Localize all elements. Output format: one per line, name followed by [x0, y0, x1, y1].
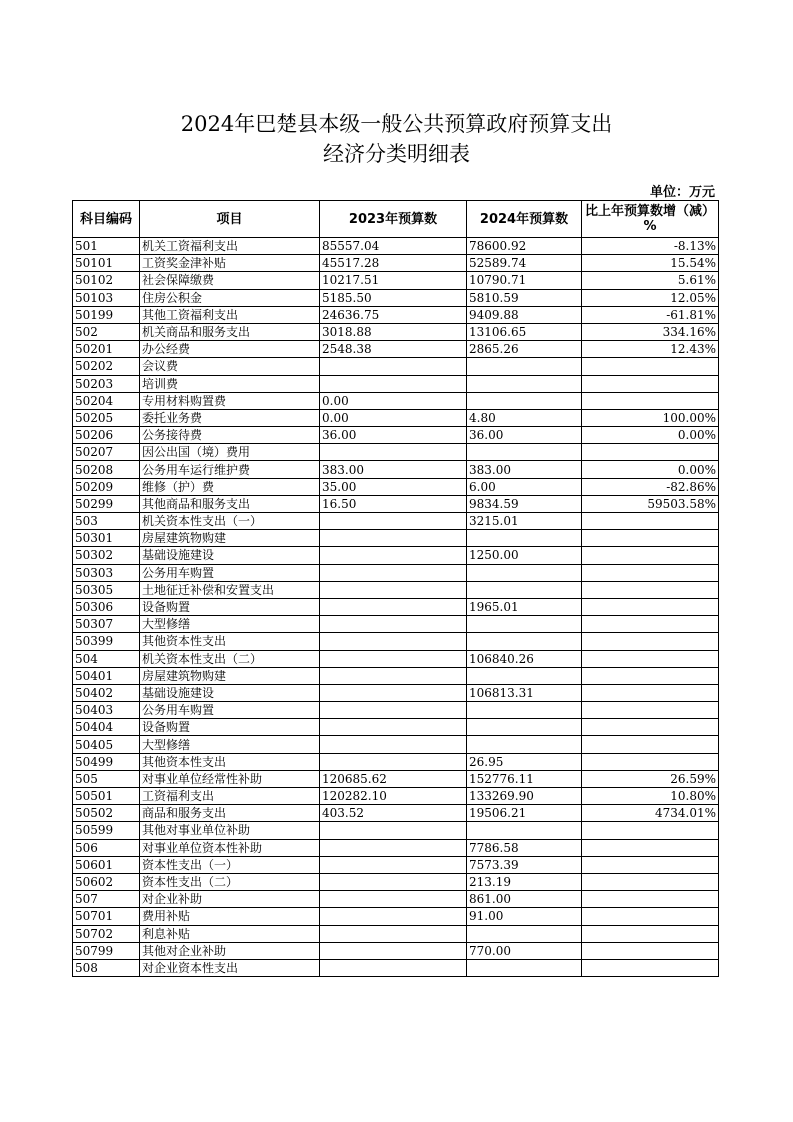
cell-code: 50203 — [73, 375, 140, 392]
cell-item: 公务接待费 — [140, 427, 320, 444]
cell-2024: 152776.11 — [467, 770, 582, 787]
cell-code: 50599 — [73, 822, 140, 839]
cell-item: 办公经费 — [140, 341, 320, 358]
cell-code: 50403 — [73, 702, 140, 719]
table-row — [73, 925, 719, 942]
cell-change — [582, 530, 719, 547]
cell-2023: 45517.28 — [320, 255, 467, 272]
cell-2023 — [320, 530, 467, 547]
cell-2024: 106840.26 — [467, 650, 582, 667]
cell-change: -61.81% — [582, 306, 719, 323]
cell-2024 — [467, 959, 582, 976]
cell-2023 — [320, 925, 467, 942]
table-row — [73, 633, 719, 650]
cell-2024: 26.95 — [467, 753, 582, 770]
cell-2024 — [467, 564, 582, 581]
cell-2023: 0.00 — [320, 392, 467, 409]
cell-change: 334.16% — [582, 323, 719, 340]
table-row — [73, 788, 719, 805]
table-row — [73, 770, 719, 787]
table-row — [73, 478, 719, 495]
cell-change — [582, 667, 719, 684]
table-row — [73, 564, 719, 581]
cell-item: 其他工资福利支出 — [140, 306, 320, 323]
table-row — [73, 719, 719, 736]
table-row — [73, 409, 719, 426]
cell-2024 — [467, 719, 582, 736]
cell-2024: 861.00 — [467, 891, 582, 908]
cell-2024 — [467, 581, 582, 598]
cell-code: 50305 — [73, 581, 140, 598]
cell-change — [582, 375, 719, 392]
cell-code: 50301 — [73, 530, 140, 547]
cell-change: 4734.01% — [582, 805, 719, 822]
cell-2024: 1250.00 — [467, 547, 582, 564]
cell-item: 房屋建筑物购建 — [140, 667, 320, 684]
cell-2024 — [467, 667, 582, 684]
table-row — [73, 444, 719, 461]
cell-code: 50405 — [73, 736, 140, 753]
cell-2023: 403.52 — [320, 805, 467, 822]
cell-item: 资本性支出（一） — [140, 856, 320, 873]
cell-change: 0.00% — [582, 461, 719, 478]
table-row — [73, 427, 719, 444]
cell-2024: 383.00 — [467, 461, 582, 478]
cell-code: 50402 — [73, 684, 140, 701]
cell-code: 50702 — [73, 925, 140, 942]
cell-code: 50202 — [73, 358, 140, 375]
cell-2024: 7573.39 — [467, 856, 582, 873]
table-row — [73, 530, 719, 547]
cell-code: 50199 — [73, 306, 140, 323]
cell-change — [582, 392, 719, 409]
cell-2023 — [320, 616, 467, 633]
cell-2023 — [320, 358, 467, 375]
cell-2024 — [467, 358, 582, 375]
table-row — [73, 341, 719, 358]
cell-change — [582, 736, 719, 753]
cell-code: 50206 — [73, 427, 140, 444]
cell-change: 0.00% — [582, 427, 719, 444]
cell-code: 50499 — [73, 753, 140, 770]
cell-item: 社会保障缴费 — [140, 272, 320, 289]
table-row — [73, 495, 719, 512]
cell-change — [582, 702, 719, 719]
cell-2024 — [467, 633, 582, 650]
cell-change — [582, 719, 719, 736]
cell-2023 — [320, 908, 467, 925]
cell-change — [582, 633, 719, 650]
cell-code: 50799 — [73, 942, 140, 959]
cell-code: 50502 — [73, 805, 140, 822]
cell-2024: 78600.92 — [467, 238, 582, 255]
cell-code: 50501 — [73, 788, 140, 805]
cell-item: 大型修缮 — [140, 736, 320, 753]
cell-change: 15.54% — [582, 255, 719, 272]
cell-2024: 7786.58 — [467, 839, 582, 856]
cell-change — [582, 822, 719, 839]
cell-2024: 9834.59 — [467, 495, 582, 512]
cell-2024: 133269.90 — [467, 788, 582, 805]
cell-2023 — [320, 702, 467, 719]
cell-2023: 35.00 — [320, 478, 467, 495]
cell-code: 50207 — [73, 444, 140, 461]
table-row — [73, 238, 719, 255]
table-row — [73, 255, 719, 272]
cell-2023 — [320, 375, 467, 392]
cell-change — [582, 513, 719, 530]
cell-change: 26.59% — [582, 770, 719, 787]
cell-item: 对企业补助 — [140, 891, 320, 908]
cell-item: 资本性支出（二） — [140, 873, 320, 890]
cell-change: 12.43% — [582, 341, 719, 358]
cell-change — [582, 856, 719, 873]
cell-code: 50102 — [73, 272, 140, 289]
table-row — [73, 822, 719, 839]
cell-2023 — [320, 942, 467, 959]
cell-2023 — [320, 873, 467, 890]
cell-code: 50401 — [73, 667, 140, 684]
cell-2024 — [467, 530, 582, 547]
cell-item: 土地征迁补偿和安置支出 — [140, 581, 320, 598]
table-row — [73, 839, 719, 856]
cell-code: 50208 — [73, 461, 140, 478]
cell-item: 机关工资福利支出 — [140, 238, 320, 255]
cell-change: 5.61% — [582, 272, 719, 289]
cell-2024 — [467, 925, 582, 942]
cell-2024 — [467, 375, 582, 392]
cell-2023: 10217.51 — [320, 272, 467, 289]
cell-code: 50307 — [73, 616, 140, 633]
cell-item: 因公出国（境）费用 — [140, 444, 320, 461]
cell-2023: 36.00 — [320, 427, 467, 444]
cell-code: 504 — [73, 650, 140, 667]
cell-code: 50209 — [73, 478, 140, 495]
cell-code: 507 — [73, 891, 140, 908]
cell-change — [582, 891, 719, 908]
cell-2023 — [320, 633, 467, 650]
table-row — [73, 547, 719, 564]
cell-2023 — [320, 891, 467, 908]
cell-change — [582, 358, 719, 375]
budget-table — [72, 200, 719, 977]
cell-2024: 213.19 — [467, 873, 582, 890]
cell-2023: 120282.10 — [320, 788, 467, 805]
cell-code: 50302 — [73, 547, 140, 564]
cell-2023 — [320, 564, 467, 581]
cell-change — [582, 650, 719, 667]
cell-item: 商品和服务支出 — [140, 805, 320, 822]
cell-change — [582, 873, 719, 890]
cell-item: 公务用车购置 — [140, 564, 320, 581]
table-body — [73, 238, 719, 977]
table-row — [73, 375, 719, 392]
cell-change — [582, 616, 719, 633]
table-row — [73, 598, 719, 615]
table-row — [73, 358, 719, 375]
table-row — [73, 650, 719, 667]
cell-change: 59503.58% — [582, 495, 719, 512]
table-row — [73, 667, 719, 684]
cell-2023 — [320, 822, 467, 839]
cell-item: 其他资本性支出 — [140, 633, 320, 650]
header-2023: 2023年预算数 — [320, 201, 467, 238]
cell-2023 — [320, 684, 467, 701]
cell-change — [582, 581, 719, 598]
table-row — [73, 959, 719, 976]
cell-item: 机关资本性支出（二） — [140, 650, 320, 667]
cell-change — [582, 444, 719, 461]
cell-2023 — [320, 650, 467, 667]
cell-change — [582, 942, 719, 959]
table-row — [73, 513, 719, 530]
table-row — [73, 873, 719, 890]
cell-change — [582, 959, 719, 976]
table-row — [73, 736, 719, 753]
cell-2023 — [320, 839, 467, 856]
cell-change — [582, 839, 719, 856]
table-row — [73, 702, 719, 719]
cell-item: 利息补贴 — [140, 925, 320, 942]
table-row — [73, 272, 719, 289]
cell-2023 — [320, 513, 467, 530]
cell-2023: 5185.50 — [320, 289, 467, 306]
cell-code: 50602 — [73, 873, 140, 890]
cell-2023: 24636.75 — [320, 306, 467, 323]
cell-change — [582, 908, 719, 925]
cell-item: 住房公积金 — [140, 289, 320, 306]
header-code: 科目编码 — [73, 201, 140, 238]
cell-item: 工资奖金津补贴 — [140, 255, 320, 272]
cell-2024 — [467, 444, 582, 461]
cell-code: 50299 — [73, 495, 140, 512]
cell-item: 培训费 — [140, 375, 320, 392]
cell-2023 — [320, 444, 467, 461]
cell-code: 50205 — [73, 409, 140, 426]
cell-code: 50303 — [73, 564, 140, 581]
cell-item: 其他对企业补助 — [140, 942, 320, 959]
table-row — [73, 306, 719, 323]
cell-2024: 91.00 — [467, 908, 582, 925]
cell-code: 50103 — [73, 289, 140, 306]
cell-2023 — [320, 753, 467, 770]
cell-item: 对企业资本性支出 — [140, 959, 320, 976]
cell-code: 501 — [73, 238, 140, 255]
cell-code: 505 — [73, 770, 140, 787]
cell-change: 12.05% — [582, 289, 719, 306]
cell-code: 50399 — [73, 633, 140, 650]
cell-code: 50601 — [73, 856, 140, 873]
cell-change: -8.13% — [582, 238, 719, 255]
cell-2024: 3215.01 — [467, 513, 582, 530]
cell-code: 50204 — [73, 392, 140, 409]
cell-2024: 6.00 — [467, 478, 582, 495]
cell-item: 其他商品和服务支出 — [140, 495, 320, 512]
table-row — [73, 323, 719, 340]
cell-2024 — [467, 616, 582, 633]
cell-2024: 2865.26 — [467, 341, 582, 358]
cell-change — [582, 753, 719, 770]
cell-2024: 36.00 — [467, 427, 582, 444]
cell-change — [582, 684, 719, 701]
cell-change — [582, 598, 719, 615]
cell-2024: 10790.71 — [467, 272, 582, 289]
cell-change: 10.80% — [582, 788, 719, 805]
cell-change — [582, 564, 719, 581]
cell-2023: 16.50 — [320, 495, 467, 512]
cell-item: 会议费 — [140, 358, 320, 375]
cell-item: 对事业单位资本性补助 — [140, 839, 320, 856]
cell-2024: 106813.31 — [467, 684, 582, 701]
cell-item: 委托业务费 — [140, 409, 320, 426]
cell-item: 公务用车运行维护费 — [140, 461, 320, 478]
cell-2024: 13106.65 — [467, 323, 582, 340]
cell-item: 设备购置 — [140, 719, 320, 736]
cell-code: 506 — [73, 839, 140, 856]
cell-item: 公务用车购置 — [140, 702, 320, 719]
report-title: 2024年巴楚县本级一般公共预算政府预算支出 — [180, 112, 613, 136]
cell-2024 — [467, 702, 582, 719]
table-row — [73, 908, 719, 925]
cell-2024 — [467, 736, 582, 753]
table-row — [73, 942, 719, 959]
cell-item: 费用补贴 — [140, 908, 320, 925]
table-row — [73, 684, 719, 701]
cell-item: 其他资本性支出 — [140, 753, 320, 770]
cell-change — [582, 547, 719, 564]
table-row — [73, 616, 719, 633]
table-row — [73, 753, 719, 770]
cell-2023 — [320, 598, 467, 615]
cell-change — [582, 925, 719, 942]
cell-code: 50101 — [73, 255, 140, 272]
table-row — [73, 581, 719, 598]
cell-2023 — [320, 719, 467, 736]
cell-2024: 52589.74 — [467, 255, 582, 272]
cell-2024: 9409.88 — [467, 306, 582, 323]
header-change: 比上年预算数增（减）% — [582, 201, 719, 238]
cell-change: 100.00% — [582, 409, 719, 426]
cell-2024 — [467, 392, 582, 409]
table-row — [73, 856, 719, 873]
cell-code: 50201 — [73, 341, 140, 358]
cell-item: 基础设施建设 — [140, 684, 320, 701]
header-item: 项目 — [140, 201, 320, 238]
cell-2023 — [320, 959, 467, 976]
cell-2023: 383.00 — [320, 461, 467, 478]
cell-2024 — [467, 822, 582, 839]
cell-code: 502 — [73, 323, 140, 340]
cell-2023: 3018.88 — [320, 323, 467, 340]
table-row — [73, 289, 719, 306]
cell-item: 机关资本性支出（一） — [140, 513, 320, 530]
cell-item: 维修（护）费 — [140, 478, 320, 495]
header-2024: 2024年预算数 — [467, 201, 582, 238]
unit-label: 单位：万元 — [649, 185, 715, 200]
cell-code: 508 — [73, 959, 140, 976]
cell-item: 基础设施建设 — [140, 547, 320, 564]
cell-code: 50306 — [73, 598, 140, 615]
cell-item: 机关商品和服务支出 — [140, 323, 320, 340]
cell-2023 — [320, 581, 467, 598]
cell-item: 工资福利支出 — [140, 788, 320, 805]
table-row — [73, 392, 719, 409]
cell-2023 — [320, 547, 467, 564]
cell-2024: 19506.21 — [467, 805, 582, 822]
cell-code: 503 — [73, 513, 140, 530]
cell-2024: 5810.59 — [467, 289, 582, 306]
cell-2023: 120685.62 — [320, 770, 467, 787]
cell-code: 50404 — [73, 719, 140, 736]
cell-2023: 2548.38 — [320, 341, 467, 358]
table-row — [73, 461, 719, 478]
cell-code: 50701 — [73, 908, 140, 925]
cell-change: -82.86% — [582, 478, 719, 495]
cell-item: 房屋建筑物购建 — [140, 530, 320, 547]
cell-item: 设备购置 — [140, 598, 320, 615]
cell-item: 大型修缮 — [140, 616, 320, 633]
cell-item: 其他对事业单位补助 — [140, 822, 320, 839]
cell-2023 — [320, 736, 467, 753]
report-subtitle: 经济分类明细表 — [323, 142, 470, 166]
table-row — [73, 805, 719, 822]
cell-2023 — [320, 856, 467, 873]
cell-item: 专用材料购置费 — [140, 392, 320, 409]
cell-2024: 1965.01 — [467, 598, 582, 615]
table-row — [73, 891, 719, 908]
cell-2023: 0.00 — [320, 409, 467, 426]
cell-2024: 4.80 — [467, 409, 582, 426]
cell-2023: 85557.04 — [320, 238, 467, 255]
cell-2024: 770.00 — [467, 942, 582, 959]
cell-2023 — [320, 667, 467, 684]
header-row — [73, 201, 719, 238]
cell-item: 对事业单位经常性补助 — [140, 770, 320, 787]
